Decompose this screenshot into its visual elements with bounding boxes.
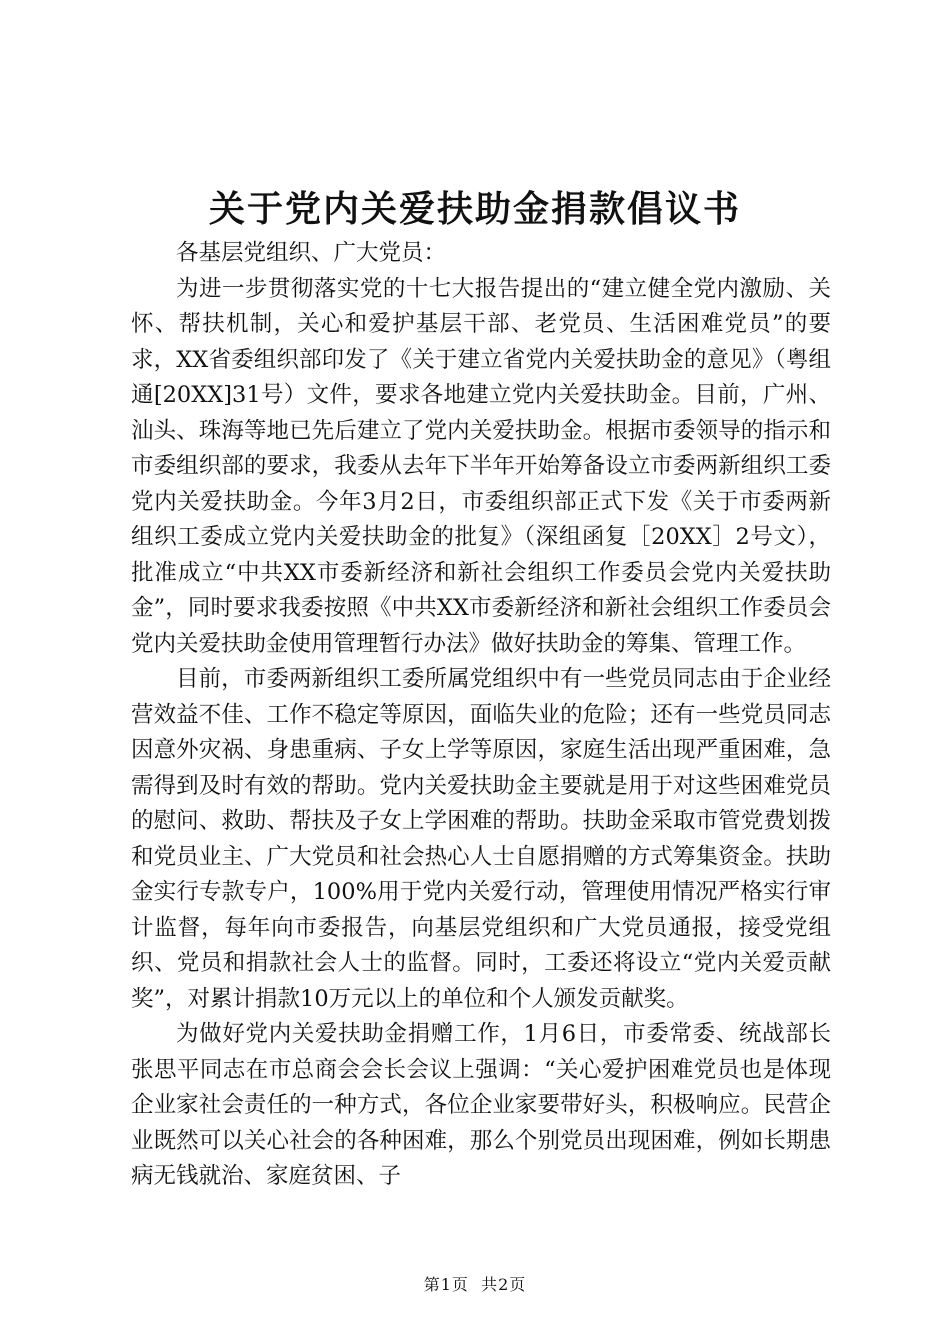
paragraph-1: 为进一步贯彻落实党的十七大报告提出的“建立健全党内激励、关怀、帮扶机制，关心和爱护基层干部、老党员、生活困难党员”的要求，XX省委组织部印发了《关于建立省党内关爱扶助金的意见》（粤组通[20XX]31号）文件，要求各地建立党内关爱扶助金。目前，广州、汕头、珠海等地已先后建立了党内关爱扶助金。根据市委领导的指示和市委组织部的要求，我委从去年下半年开始筹备设立市委两新组织工委党内关爱扶助金。今年3月2日，市委组织部正式下发《关于市委两新组织工委成立党内关爱扶助金的批复》（深组函复［20XX］2号文），批准成立“中共XX市委新经济和新社会组织工作委员会党内关爱扶助金”，同时要求我委按照《中共XX市委新经济和新社会组织工作委员会党内关爱扶助金使用管理暂行办法》做好扶助金的筹集、管理工作。 (131, 275, 831, 657)
page-total: 共2页 (481, 1275, 527, 1294)
document-body (131, 236, 831, 1195)
page-number: 第1页 (423, 1275, 469, 1294)
page-footer (0, 1274, 950, 1296)
paragraph-2: 目前，市委两新组织工委所属党组织中有一些党员同志由于企业经营效益不佳、工作不稳定等原因，面临失业的危险；还有一些党员同志因意外灾祸、身患重病、子女上学等原因，家庭生活出现严重困难，急需得到及时有效的帮助。党内关爱扶助金主要就是用于对这些困难党员的慰问、救助、帮扶及子女上学困难的帮助。扶助金采取市管党费划拨和党员业主、广大党员和社会热心人士自愿捐赠的方式筹集资金。扶助金实行专款专户，100%用于党内关爱行动，管理使用情况严格实行审计监督，每年向市委报告，向基层党组织和广大党员通报，接受党组织、党员和捐款社会人士的监督。同时，工委还将设立“党内关爱贡献奖”，对累计捐款10万元以上的单位和个人颁发贡献奖。 (131, 666, 831, 1012)
page-title: 关于党内关爱扶助金捐款倡议书 (208, 188, 741, 230)
salutation: 各基层党组织、广大党员： (176, 240, 447, 266)
footer-separator (469, 1275, 481, 1294)
paragraph-3: 为做好党内关爱扶助金捐赠工作，1月6日，市委常委、统战部长张思平同志在市总商会会长会议上强调：“关心爱护困难党员也是体现企业家社会责任的一种方式，各位企业家要带好头，积极响应。民营企业既然可以关心社会的各种困难，那么个别党员出现困难，例如长期患病无钱就治、家庭贫困、子 (131, 1021, 831, 1189)
